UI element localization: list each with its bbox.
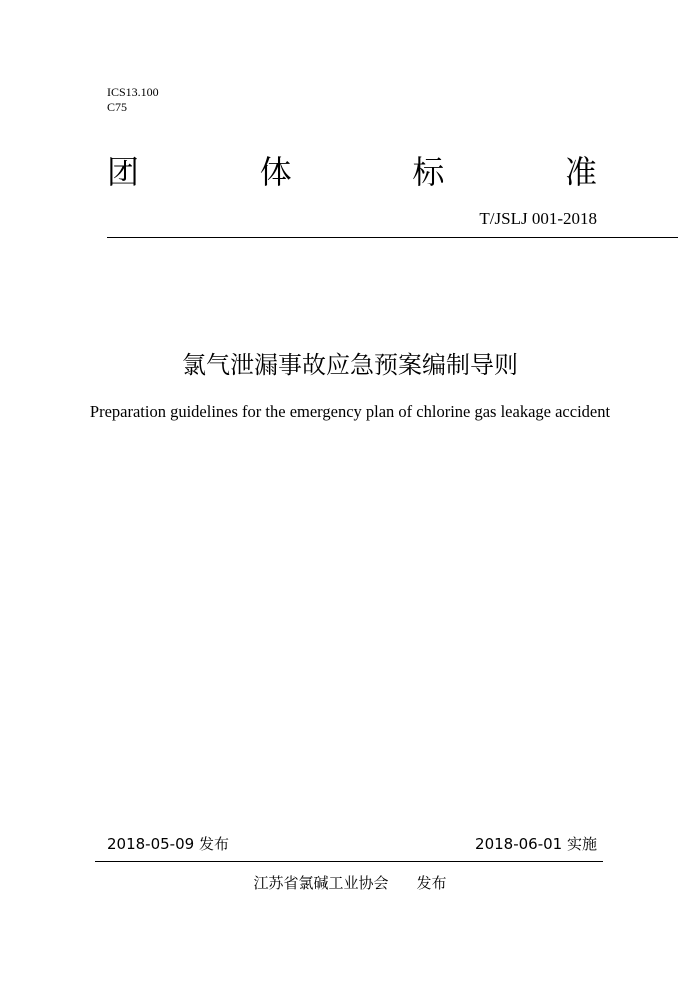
document-title-english: Preparation guidelines for the emergency plan of chlorine gas leakage accident [89,402,611,421]
header-divider [107,237,678,238]
date-row [107,834,597,854]
standard-type-heading [107,150,597,194]
publisher-line [0,873,700,893]
standard-type-char: 准 [564,153,597,191]
publisher-action: 发布 [416,874,447,892]
document-title-chinese: 氯气泄漏事故应急预案编制导则 [182,351,518,379]
footer-divider [95,861,603,862]
classification-codes [107,85,159,115]
ccs-code: C75 [107,100,128,114]
issue-date: 2018-05-09 发布 [107,835,229,853]
ics-code: ICS13.100 [107,85,159,99]
standard-type-char: 体 [259,153,292,191]
implementation-date: 2018-06-01 实施 [475,835,597,853]
standard-type-char: 标 [412,153,445,191]
standard-code: T/JSLJ 001-2018 [479,209,597,228]
publisher-name: 江苏省氯碱工业协会 [253,874,389,892]
standard-type-char: 团 [107,153,140,191]
